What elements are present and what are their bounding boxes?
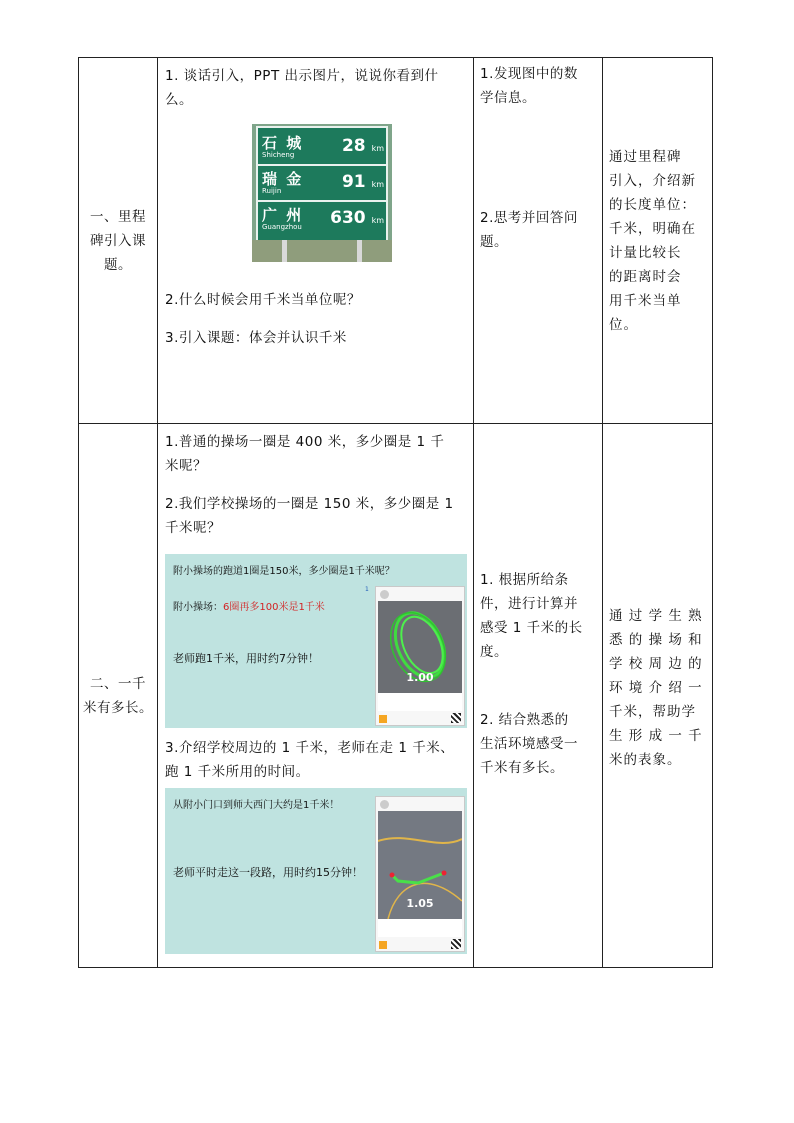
table-row — [79, 424, 713, 968]
avatar — [380, 800, 389, 809]
content-paragraph: 1. 谈话引入，PPT 出示图片，说说你看到什 — [165, 68, 439, 84]
lesson-plan-table — [78, 57, 713, 968]
app-logo-icon — [379, 941, 387, 949]
stage-line: 碑引入课 — [90, 232, 146, 249]
content-paragraph: 么。 — [165, 92, 193, 108]
sign-post — [357, 240, 362, 262]
stage-line: 题。 — [104, 256, 132, 273]
sign-divider — [256, 164, 388, 166]
avatar — [380, 590, 389, 599]
stage-line: 二、一千 — [90, 675, 146, 692]
qr-code-icon — [451, 939, 461, 949]
running-app-screenshot — [375, 586, 465, 726]
stage-cell — [79, 424, 158, 968]
sign-post — [282, 240, 287, 262]
stage-cell — [79, 58, 158, 424]
stats-bar — [378, 919, 462, 937]
student-activity-cell: 1.发现图中的数 学信息。 2.思考并回答问 题。 — [474, 58, 603, 424]
sign-row: 广 州 Guangzhou 630 km — [262, 206, 384, 231]
walking-app-screenshot — [375, 796, 465, 952]
qr-code-icon — [451, 713, 461, 723]
stage-line: 一、里程 — [90, 208, 146, 225]
design-intent-cell: 通 过 学 生 熟 悉 的 操 场 和 学 校 周 边 的 环 境 介 绍 一 千米，帮助学 生 形 成 一 千 米的表象。 — [603, 424, 713, 968]
sign-ground — [252, 240, 392, 262]
playground-screenshot: 附小操场的跑道1圈是150米，多少圈是1千米呢？ 附小操场：6圈再多100米是1千米 老师跑1千米，用时约7分钟！ 1 1.00 — [165, 554, 467, 728]
student-activity-cell: 1. 根据所给条 件，进行计算并 感受 1 千米的长 度。 2. 结合熟悉的 生活环境感受一 千米有多长。 — [474, 424, 603, 968]
sign-divider — [256, 200, 388, 202]
content-paragraph: 2.什么时候会用千米当单位呢？ — [165, 292, 361, 308]
stage-line: 米有多长。 — [83, 699, 153, 716]
content-paragraph: 3.引入课题：体会并认识千米 — [165, 330, 347, 346]
sign-row: 瑞 金 Ruijin 91 km — [262, 170, 384, 195]
table-row — [79, 58, 713, 424]
design-intent-cell: 通过里程碑 引入，介绍新 的长度单位： 千米，明确在 计量比较长 的距离时会 用千米当单 位。 — [603, 58, 713, 424]
route-map: 1.05 — [378, 811, 462, 919]
content-cell: 1.普通的操场一圈是 400 米，多少圈是 1 千 米呢？ 2.我们学校操场的一圈是 150 米，多少圈是 1 千米呢？ 附小操场的跑道1圈是150米，多少圈是1千米呢？ 附小操场：6圈再多100米是1千米 老师跑1千米，用时约7分钟！ 1 1.00 3.介绍学校周边的 1 千米，老师在走 1 千米、 跑 1 千米所用的时间。 从附小门口到师大西门大约是1千米！ 老师平时走这一段路，用时约15分钟！ 1.05 — [158, 424, 474, 968]
stats-bar — [378, 693, 462, 711]
track-map: 1.00 — [378, 601, 462, 693]
route-screenshot: 从附小门口到师大西门大约是1千米！ 老师平时走这一段路，用时约15分钟！ 1.05 — [165, 788, 467, 954]
milestone-sign-image — [252, 124, 392, 262]
content-cell — [158, 58, 474, 424]
sign-row: 石 城 Shicheng 28 km — [262, 134, 384, 159]
app-logo-icon — [379, 715, 387, 723]
